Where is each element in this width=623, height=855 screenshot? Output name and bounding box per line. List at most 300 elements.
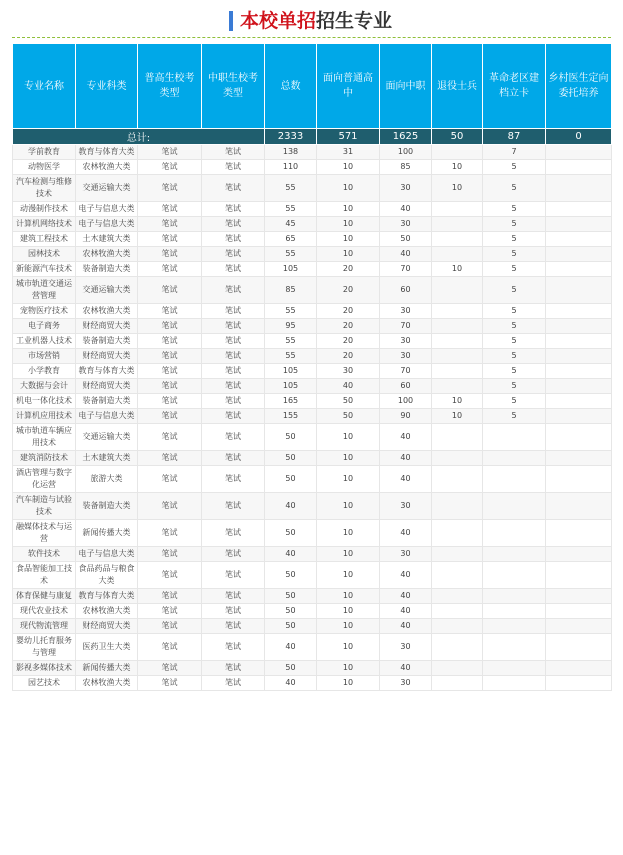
cell-major-category: 装备制造大类 <box>76 493 138 520</box>
cell-for-vocational: 40 <box>380 466 432 493</box>
cell-vocational-exam: 笔试 <box>202 466 265 493</box>
cell-total: 40 <box>265 676 317 691</box>
table-row <box>13 145 612 160</box>
cell-vocational-exam: 笔试 <box>202 394 265 409</box>
cell-highschool-exam: 笔试 <box>138 604 202 619</box>
cell-highschool-exam: 笔试 <box>138 619 202 634</box>
cell-for-highschool: 10 <box>317 676 380 691</box>
cell-for-highschool: 10 <box>317 520 380 547</box>
cell-rural-doctor <box>546 451 612 466</box>
cell-rural-doctor <box>546 319 612 334</box>
table-row <box>13 451 612 466</box>
cell-old-area: 5 <box>483 175 546 202</box>
table-row <box>13 247 612 262</box>
cell-major-category: 电子与信息大类 <box>76 202 138 217</box>
cell-rural-doctor <box>546 394 612 409</box>
cell-for-highschool: 10 <box>317 451 380 466</box>
cell-veterans <box>432 145 483 160</box>
cell-vocational-exam: 笔试 <box>202 451 265 466</box>
cell-major-category: 食品药品与粮食大类 <box>76 562 138 589</box>
majors-table <box>12 43 612 691</box>
cell-major-name: 酒店管理与数字化运营 <box>13 466 76 493</box>
cell-for-vocational: 60 <box>380 277 432 304</box>
cell-veterans <box>432 217 483 232</box>
cell-old-area <box>483 604 546 619</box>
cell-veterans: 10 <box>432 394 483 409</box>
cell-major-category: 装备制造大类 <box>76 262 138 277</box>
header-rural-doctor: 乡村医生定向委托培养 <box>546 44 612 129</box>
cell-vocational-exam: 笔试 <box>202 520 265 547</box>
cell-vocational-exam: 笔试 <box>202 202 265 217</box>
cell-for-vocational: 70 <box>380 319 432 334</box>
cell-major-name: 宠物医疗技术 <box>13 304 76 319</box>
cell-major-name: 园艺技术 <box>13 676 76 691</box>
cell-highschool-exam: 笔试 <box>138 319 202 334</box>
cell-rural-doctor <box>546 277 612 304</box>
cell-veterans <box>432 493 483 520</box>
cell-rural-doctor <box>546 562 612 589</box>
cell-highschool-exam: 笔试 <box>138 145 202 160</box>
cell-old-area: 5 <box>483 334 546 349</box>
cell-highschool-exam: 笔试 <box>138 304 202 319</box>
cell-veterans <box>432 604 483 619</box>
cell-total: 138 <box>265 145 317 160</box>
cell-for-vocational: 40 <box>380 562 432 589</box>
cell-for-vocational: 40 <box>380 604 432 619</box>
cell-major-name: 小学教育 <box>13 364 76 379</box>
cell-vocational-exam: 笔试 <box>202 277 265 304</box>
cell-rural-doctor <box>546 493 612 520</box>
cell-for-vocational: 40 <box>380 619 432 634</box>
totals-label: 总计: <box>13 129 265 145</box>
cell-vocational-exam: 笔试 <box>202 232 265 247</box>
cell-for-vocational: 30 <box>380 175 432 202</box>
cell-highschool-exam: 笔试 <box>138 175 202 202</box>
cell-for-vocational: 30 <box>380 547 432 562</box>
cell-major-category: 财经商贸大类 <box>76 319 138 334</box>
cell-for-vocational: 40 <box>380 202 432 217</box>
cell-major-category: 农林牧渔大类 <box>76 160 138 175</box>
cell-major-name: 软件技术 <box>13 547 76 562</box>
cell-veterans <box>432 676 483 691</box>
cell-vocational-exam: 笔试 <box>202 604 265 619</box>
cell-vocational-exam: 笔试 <box>202 379 265 394</box>
header-highschool-exam-type: 普高生校考类型 <box>138 44 202 129</box>
title-divider <box>12 37 611 38</box>
cell-for-highschool: 50 <box>317 409 380 424</box>
cell-veterans <box>432 661 483 676</box>
cell-veterans <box>432 520 483 547</box>
cell-rural-doctor <box>546 160 612 175</box>
cell-highschool-exam: 笔试 <box>138 379 202 394</box>
cell-old-area <box>483 562 546 589</box>
cell-highschool-exam: 笔试 <box>138 634 202 661</box>
cell-for-highschool: 20 <box>317 349 380 364</box>
cell-highschool-exam: 笔试 <box>138 589 202 604</box>
cell-major-name: 汽车检测与维修技术 <box>13 175 76 202</box>
cell-vocational-exam: 笔试 <box>202 589 265 604</box>
cell-total: 55 <box>265 334 317 349</box>
cell-old-area <box>483 661 546 676</box>
page-title: 本校单招招生专业 <box>240 10 393 32</box>
table-row <box>13 349 612 364</box>
cell-for-highschool: 20 <box>317 319 380 334</box>
cell-rural-doctor <box>546 349 612 364</box>
cell-total: 45 <box>265 217 317 232</box>
cell-total: 165 <box>265 394 317 409</box>
cell-old-area: 7 <box>483 145 546 160</box>
cell-major-category: 农林牧渔大类 <box>76 676 138 691</box>
cell-veterans <box>432 589 483 604</box>
cell-highschool-exam: 笔试 <box>138 364 202 379</box>
cell-for-vocational: 70 <box>380 262 432 277</box>
cell-veterans <box>432 202 483 217</box>
cell-for-highschool: 31 <box>317 145 380 160</box>
table-row <box>13 676 612 691</box>
cell-vocational-exam: 笔试 <box>202 409 265 424</box>
cell-major-category: 旅游大类 <box>76 466 138 493</box>
cell-major-name: 体育保健与康复 <box>13 589 76 604</box>
cell-old-area: 5 <box>483 409 546 424</box>
cell-major-name: 融媒体技术与运营 <box>13 520 76 547</box>
cell-major-category: 交通运输大类 <box>76 175 138 202</box>
cell-vocational-exam: 笔试 <box>202 217 265 232</box>
cell-old-area <box>483 493 546 520</box>
totals-old-area: 87 <box>483 129 546 145</box>
cell-for-highschool: 30 <box>317 364 380 379</box>
cell-veterans <box>432 562 483 589</box>
cell-rural-doctor <box>546 145 612 160</box>
cell-vocational-exam: 笔试 <box>202 547 265 562</box>
cell-old-area: 5 <box>483 349 546 364</box>
cell-highschool-exam: 笔试 <box>138 676 202 691</box>
cell-for-highschool: 10 <box>317 619 380 634</box>
table-row <box>13 466 612 493</box>
cell-for-vocational: 40 <box>380 424 432 451</box>
cell-major-name: 影视多媒体技术 <box>13 661 76 676</box>
cell-rural-doctor <box>546 334 612 349</box>
cell-for-vocational: 40 <box>380 520 432 547</box>
cell-major-category: 新闻传播大类 <box>76 661 138 676</box>
totals-rural: 0 <box>546 129 612 145</box>
totals-highschool: 571 <box>317 129 380 145</box>
cell-for-vocational: 40 <box>380 589 432 604</box>
cell-total: 50 <box>265 589 317 604</box>
cell-old-area <box>483 466 546 493</box>
cell-for-highschool: 40 <box>317 379 380 394</box>
table-row <box>13 202 612 217</box>
cell-major-category: 装备制造大类 <box>76 334 138 349</box>
cell-major-name: 现代农业技术 <box>13 604 76 619</box>
table-row <box>13 277 612 304</box>
cell-old-area: 5 <box>483 277 546 304</box>
table-row <box>13 394 612 409</box>
cell-veterans <box>432 349 483 364</box>
cell-major-category: 农林牧渔大类 <box>76 304 138 319</box>
cell-highschool-exam: 笔试 <box>138 247 202 262</box>
cell-for-highschool: 20 <box>317 262 380 277</box>
cell-highschool-exam: 笔试 <box>138 661 202 676</box>
cell-rural-doctor <box>546 661 612 676</box>
cell-for-highschool: 20 <box>317 304 380 319</box>
cell-veterans <box>432 379 483 394</box>
cell-highschool-exam: 笔试 <box>138 394 202 409</box>
cell-veterans <box>432 451 483 466</box>
header-for-vocational: 面向中职 <box>380 44 432 129</box>
cell-major-name: 工业机器人技术 <box>13 334 76 349</box>
table-row <box>13 634 612 661</box>
cell-old-area: 5 <box>483 319 546 334</box>
cell-highschool-exam: 笔试 <box>138 520 202 547</box>
cell-total: 50 <box>265 562 317 589</box>
table-row <box>13 619 612 634</box>
cell-total: 50 <box>265 604 317 619</box>
totals-row <box>13 129 612 145</box>
table-row <box>13 424 612 451</box>
cell-vocational-exam: 笔试 <box>202 319 265 334</box>
cell-major-category: 医药卫生大类 <box>76 634 138 661</box>
cell-rural-doctor <box>546 217 612 232</box>
page-header <box>0 0 623 38</box>
cell-for-vocational: 100 <box>380 394 432 409</box>
cell-major-name: 园林技术 <box>13 247 76 262</box>
cell-for-vocational: 50 <box>380 232 432 247</box>
cell-total: 50 <box>265 619 317 634</box>
cell-total: 105 <box>265 379 317 394</box>
cell-major-category: 农林牧渔大类 <box>76 604 138 619</box>
cell-veterans <box>432 304 483 319</box>
cell-rural-doctor <box>546 409 612 424</box>
cell-for-highschool: 20 <box>317 277 380 304</box>
cell-rural-doctor <box>546 262 612 277</box>
cell-total: 110 <box>265 160 317 175</box>
cell-old-area: 5 <box>483 217 546 232</box>
cell-major-name: 新能源汽车技术 <box>13 262 76 277</box>
cell-vocational-exam: 笔试 <box>202 145 265 160</box>
cell-old-area <box>483 619 546 634</box>
cell-vocational-exam: 笔试 <box>202 334 265 349</box>
cell-for-vocational: 60 <box>380 379 432 394</box>
cell-old-area: 5 <box>483 247 546 262</box>
cell-major-name: 城市轨道车辆应用技术 <box>13 424 76 451</box>
cell-rural-doctor <box>546 247 612 262</box>
table-row <box>13 262 612 277</box>
cell-for-highschool: 10 <box>317 562 380 589</box>
table-row <box>13 319 612 334</box>
cell-old-area: 5 <box>483 232 546 247</box>
cell-major-name: 城市轨道交通运营管理 <box>13 277 76 304</box>
cell-rural-doctor <box>546 619 612 634</box>
cell-veterans <box>432 619 483 634</box>
cell-rural-doctor <box>546 676 612 691</box>
cell-rural-doctor <box>546 634 612 661</box>
cell-total: 50 <box>265 451 317 466</box>
cell-for-highschool: 10 <box>317 217 380 232</box>
cell-major-category: 交通运输大类 <box>76 277 138 304</box>
cell-for-vocational: 40 <box>380 247 432 262</box>
cell-old-area: 5 <box>483 202 546 217</box>
cell-major-category: 电子与信息大类 <box>76 217 138 232</box>
cell-for-highschool: 50 <box>317 394 380 409</box>
title-accent-bar <box>229 11 233 31</box>
cell-total: 50 <box>265 520 317 547</box>
cell-old-area <box>483 520 546 547</box>
cell-vocational-exam: 笔试 <box>202 349 265 364</box>
cell-veterans <box>432 334 483 349</box>
cell-old-area: 5 <box>483 262 546 277</box>
totals-total: 2333 <box>265 129 317 145</box>
cell-total: 85 <box>265 277 317 304</box>
cell-highschool-exam: 笔试 <box>138 217 202 232</box>
cell-rural-doctor <box>546 202 612 217</box>
cell-total: 105 <box>265 262 317 277</box>
cell-highschool-exam: 笔试 <box>138 277 202 304</box>
cell-for-vocational: 85 <box>380 160 432 175</box>
cell-major-category: 教育与体育大类 <box>76 145 138 160</box>
cell-vocational-exam: 笔试 <box>202 661 265 676</box>
cell-for-vocational: 30 <box>380 634 432 661</box>
cell-veterans <box>432 232 483 247</box>
cell-for-highschool: 10 <box>317 247 380 262</box>
cell-major-category: 电子与信息大类 <box>76 547 138 562</box>
table-row <box>13 175 612 202</box>
cell-for-vocational: 30 <box>380 676 432 691</box>
header-major-category: 专业科类 <box>76 44 138 129</box>
table-row <box>13 562 612 589</box>
cell-old-area <box>483 634 546 661</box>
cell-for-vocational: 30 <box>380 304 432 319</box>
cell-for-highschool: 10 <box>317 232 380 247</box>
cell-old-area <box>483 424 546 451</box>
table-row <box>13 604 612 619</box>
cell-major-name: 动漫制作技术 <box>13 202 76 217</box>
cell-major-name: 市场营销 <box>13 349 76 364</box>
totals-veterans: 50 <box>432 129 483 145</box>
cell-total: 40 <box>265 547 317 562</box>
cell-total: 105 <box>265 364 317 379</box>
cell-total: 55 <box>265 202 317 217</box>
cell-total: 50 <box>265 466 317 493</box>
cell-for-highschool: 20 <box>317 334 380 349</box>
cell-highschool-exam: 笔试 <box>138 466 202 493</box>
cell-for-vocational: 90 <box>380 409 432 424</box>
cell-highschool-exam: 笔试 <box>138 493 202 520</box>
cell-highschool-exam: 笔试 <box>138 424 202 451</box>
table-row <box>13 661 612 676</box>
cell-major-category: 财经商贸大类 <box>76 349 138 364</box>
cell-for-highschool: 10 <box>317 589 380 604</box>
cell-for-highschool: 10 <box>317 493 380 520</box>
cell-old-area: 5 <box>483 394 546 409</box>
cell-total: 40 <box>265 634 317 661</box>
cell-old-area <box>483 676 546 691</box>
cell-major-name: 电子商务 <box>13 319 76 334</box>
cell-veterans <box>432 547 483 562</box>
table-row <box>13 232 612 247</box>
cell-major-name: 汽车制造与试验技术 <box>13 493 76 520</box>
cell-major-name: 大数据与会计 <box>13 379 76 394</box>
cell-for-vocational: 30 <box>380 349 432 364</box>
cell-veterans <box>432 277 483 304</box>
cell-major-name: 计算机网络技术 <box>13 217 76 232</box>
cell-for-highschool: 10 <box>317 634 380 661</box>
table-row <box>13 589 612 604</box>
cell-highschool-exam: 笔试 <box>138 349 202 364</box>
table-row <box>13 547 612 562</box>
cell-total: 55 <box>265 247 317 262</box>
cell-rural-doctor <box>546 589 612 604</box>
header-old-revolutionary-area: 革命老区建档立卡 <box>483 44 546 129</box>
cell-for-highschool: 10 <box>317 547 380 562</box>
cell-major-category: 电子与信息大类 <box>76 409 138 424</box>
cell-total: 55 <box>265 349 317 364</box>
cell-total: 155 <box>265 409 317 424</box>
cell-veterans <box>432 247 483 262</box>
cell-major-category: 农林牧渔大类 <box>76 247 138 262</box>
cell-for-vocational: 40 <box>380 661 432 676</box>
cell-highschool-exam: 笔试 <box>138 409 202 424</box>
cell-vocational-exam: 笔试 <box>202 634 265 661</box>
cell-highschool-exam: 笔试 <box>138 232 202 247</box>
cell-highschool-exam: 笔试 <box>138 160 202 175</box>
cell-rural-doctor <box>546 304 612 319</box>
table-row <box>13 304 612 319</box>
cell-veterans <box>432 424 483 451</box>
table-row <box>13 217 612 232</box>
cell-vocational-exam: 笔试 <box>202 364 265 379</box>
cell-total: 55 <box>265 175 317 202</box>
cell-major-category: 教育与体育大类 <box>76 364 138 379</box>
header-veterans: 退役士兵 <box>432 44 483 129</box>
totals-vocational: 1625 <box>380 129 432 145</box>
cell-major-category: 土木建筑大类 <box>76 451 138 466</box>
cell-for-highschool: 10 <box>317 202 380 217</box>
header-for-highschool: 面向普通高中 <box>317 44 380 129</box>
cell-total: 50 <box>265 424 317 451</box>
cell-old-area: 5 <box>483 379 546 394</box>
table-row <box>13 520 612 547</box>
cell-major-name: 建筑消防技术 <box>13 451 76 466</box>
cell-old-area: 5 <box>483 160 546 175</box>
cell-for-vocational: 70 <box>380 364 432 379</box>
cell-vocational-exam: 笔试 <box>202 247 265 262</box>
cell-for-highschool: 10 <box>317 160 380 175</box>
cell-vocational-exam: 笔试 <box>202 304 265 319</box>
cell-major-name: 动物医学 <box>13 160 76 175</box>
cell-major-category: 财经商贸大类 <box>76 379 138 394</box>
cell-major-category: 装备制造大类 <box>76 394 138 409</box>
table-row <box>13 379 612 394</box>
cell-for-highschool: 10 <box>317 424 380 451</box>
cell-old-area: 5 <box>483 304 546 319</box>
cell-for-highschool: 10 <box>317 604 380 619</box>
cell-old-area <box>483 547 546 562</box>
cell-major-name: 建筑工程技术 <box>13 232 76 247</box>
cell-vocational-exam: 笔试 <box>202 424 265 451</box>
cell-rural-doctor <box>546 379 612 394</box>
cell-veterans: 10 <box>432 175 483 202</box>
cell-major-name: 机电一体化技术 <box>13 394 76 409</box>
cell-for-highschool: 10 <box>317 466 380 493</box>
cell-veterans: 10 <box>432 262 483 277</box>
cell-old-area <box>483 589 546 604</box>
cell-major-name: 食品智能加工技术 <box>13 562 76 589</box>
cell-vocational-exam: 笔试 <box>202 619 265 634</box>
cell-rural-doctor <box>546 175 612 202</box>
cell-for-highschool: 10 <box>317 175 380 202</box>
cell-highschool-exam: 笔试 <box>138 451 202 466</box>
cell-highschool-exam: 笔试 <box>138 334 202 349</box>
